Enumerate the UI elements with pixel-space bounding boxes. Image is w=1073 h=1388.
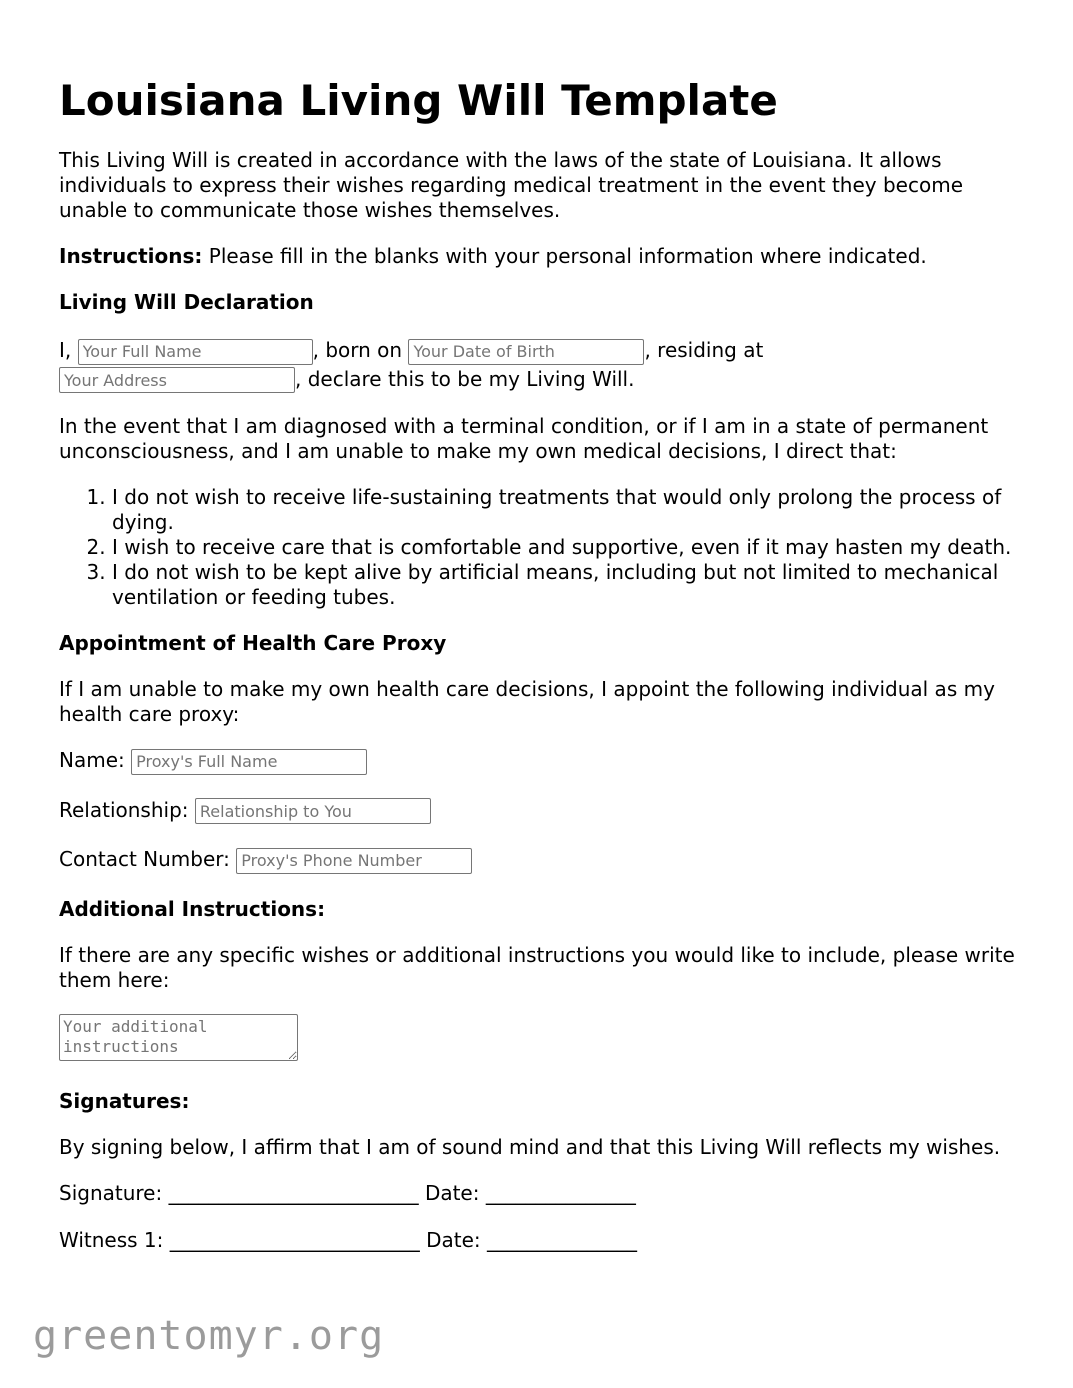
proxy-relationship-row xyxy=(59,798,1019,825)
declaration-residing-at: , residing at xyxy=(644,338,764,362)
proxy-heading: Appointment of Health Care Proxy xyxy=(59,631,447,655)
declaration-suffix: , declare this to be my Living Will. xyxy=(295,366,635,391)
watermark: greentomyr.org xyxy=(33,1313,385,1359)
proxy-name-row xyxy=(59,748,1019,775)
declaration-prefix: I, xyxy=(59,338,78,362)
proxy-relationship-input[interactable] xyxy=(195,798,431,824)
list-item: 3. I do not wish to be kept alive by artificial means, including but not limited to mechanical ventilation or feeding tubes. xyxy=(112,560,1019,610)
additional-instructions-textarea[interactable] xyxy=(59,1014,298,1061)
additional-intro: If there are any specific wishes or additional instructions you would like to include, please write them here: xyxy=(59,942,1015,992)
declaration-heading: Living Will Declaration xyxy=(59,290,314,314)
list-item: 2. I wish to receive care that is comfortable and supportive, even if it may hasten my death. xyxy=(112,535,1019,560)
proxy-phone-input[interactable] xyxy=(236,848,472,874)
proxy-name-label: Name: xyxy=(59,748,132,772)
proxy-contact-row xyxy=(59,847,1019,874)
signature-line: Signature: _________________________ Date: _______________ xyxy=(59,1180,636,1205)
intro-paragraph: This Living Will is created in accordance with the laws of the state of Louisiana. It allows individuals to express their wishes regarding medical treatment in the event they become unable to communicate those wishes themselves. xyxy=(59,148,964,222)
signatures-heading: Signatures: xyxy=(59,1088,190,1113)
witness-1-line: Witness 1: _________________________ Date: _______________ xyxy=(59,1227,637,1252)
list-item: 1. I do not wish to receive life-sustaining treatments that would only prolong the process of dying. xyxy=(112,485,1019,535)
proxy-intro: If I am unable to make my own health care decisions, I appoint the following individual as my health care proxy: xyxy=(59,677,995,726)
document-page xyxy=(59,72,1019,1275)
proxy-contact-label: Contact Number: xyxy=(59,847,237,871)
instructions-paragraph xyxy=(59,244,1019,269)
proxy-relationship-label: Relationship: xyxy=(59,797,195,822)
date-of-birth-input[interactable] xyxy=(408,339,644,365)
address-input[interactable] xyxy=(59,367,295,393)
additional-heading: Additional Instructions: xyxy=(59,896,326,921)
directive-intro: In the event that I am diagnosed with a terminal condition, or if I am in a state of permanent unconsciousness, and I am unable to make my own medical decisions, I direct that: xyxy=(59,414,989,463)
page-title: Louisiana Living Will Template xyxy=(59,76,778,125)
directive-list xyxy=(59,485,1019,610)
declaration-paragraph xyxy=(59,336,1019,393)
signatures-intro: By signing below, I affirm that I am of sound mind and that this Living Will reflects my wishes. xyxy=(59,1134,1001,1159)
full-name-input[interactable] xyxy=(78,339,313,365)
instructions-text: Please fill in the blanks with your personal information where indicated. xyxy=(202,244,927,268)
instructions-label: Instructions: xyxy=(59,244,203,268)
declaration-born-on: , born on xyxy=(312,338,409,362)
proxy-name-input[interactable] xyxy=(131,749,367,775)
